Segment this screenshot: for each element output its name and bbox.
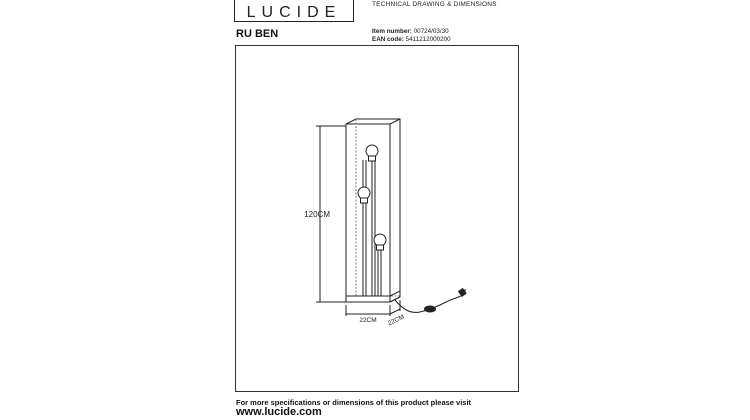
bulb-icon — [374, 234, 386, 250]
depth-dimension-label: 22CM — [386, 313, 406, 328]
bulb-icon — [358, 187, 370, 203]
bulb-icon — [366, 145, 378, 161]
width-dimension-label: 22CM — [359, 317, 377, 324]
foot-switch-icon — [424, 306, 436, 313]
product-name: RU BEN — [236, 28, 279, 40]
item-number-label: Item number: — [372, 28, 412, 35]
footer-note: For more specifications or dimensions of this product please visit — [236, 398, 472, 407]
website-link[interactable]: www.lucide.com — [236, 406, 322, 418]
brand-logo-text: LUCIDE — [246, 3, 342, 20]
ean-code-value: 5411212000200 — [405, 36, 451, 43]
ean-code-label: EAN code: — [372, 36, 404, 43]
height-dimension-label: 120CM — [304, 210, 330, 219]
item-number-value: 00724/03/30 — [413, 28, 449, 35]
document-subtitle: TECHNICAL DRAWING & DIMENSIONS — [372, 1, 497, 8]
